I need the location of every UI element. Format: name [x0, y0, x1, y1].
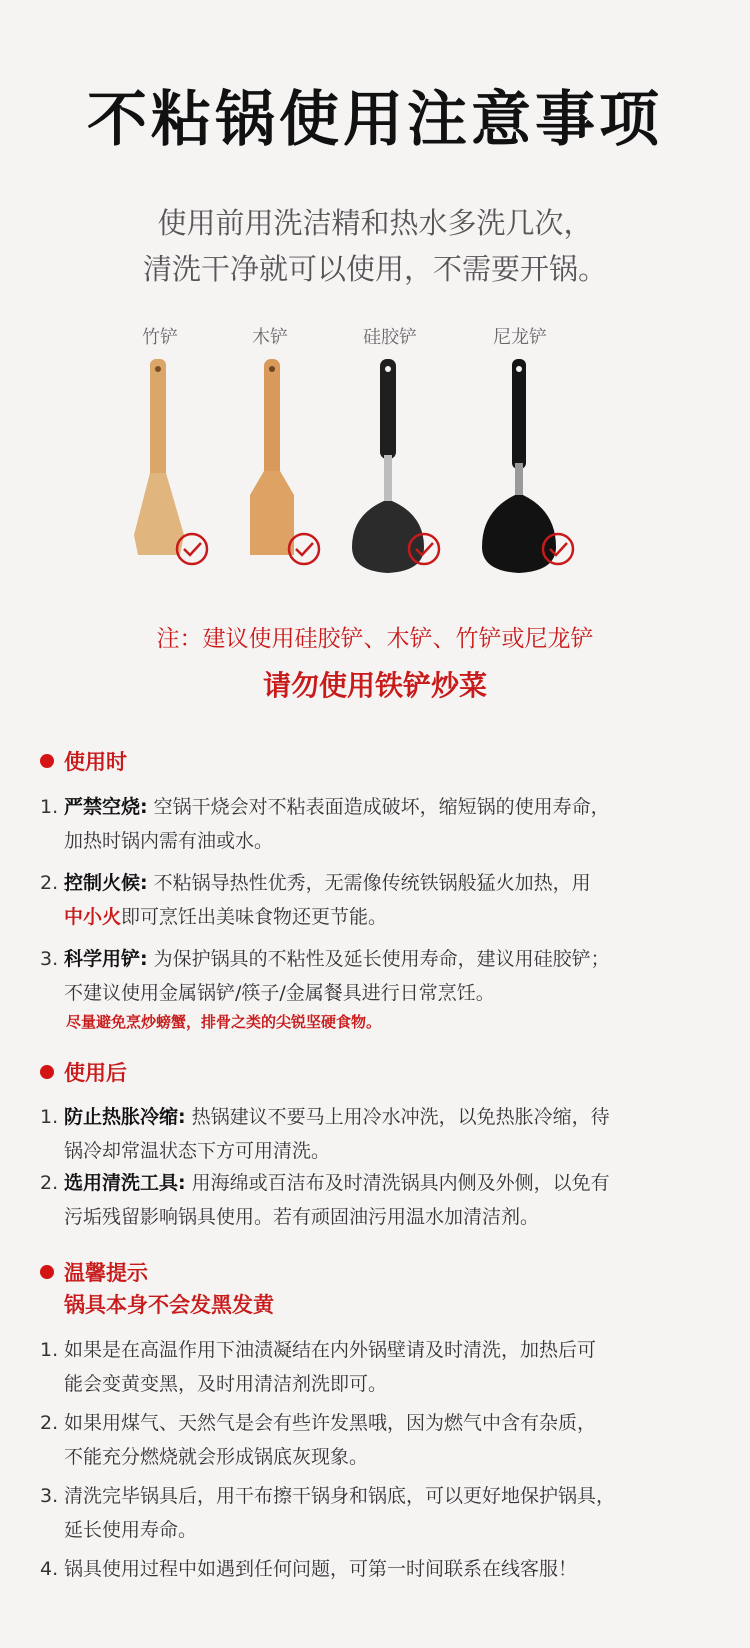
recommendation-note: 注：建议使用硅胶铲、木铲、竹铲或尼龙铲: [156, 626, 594, 652]
bullet-dot-icon: [40, 754, 54, 768]
list-item: [40, 1479, 720, 1547]
tips-subheading: 锅具本身不会发黑发黄: [64, 1293, 274, 1317]
bullet-dot-icon: [40, 1065, 54, 1079]
spatula-nylon: [460, 325, 580, 595]
item-number: 1.: [40, 1339, 59, 1361]
item-text-continued: 即可烹饪出美味食物还更节能。: [121, 906, 388, 928]
section-title: 使用时: [64, 750, 127, 774]
section-tips: [40, 1257, 148, 1287]
item-title: 严禁空烧:: [64, 796, 148, 818]
item-text: 空锅干烧会对不粘表面造成破坏，缩短锅的使用寿命，: [147, 796, 610, 818]
list-item: [40, 1552, 720, 1586]
item-text-continued: 污垢残留影响锅具使用。若有顽固油污用温水加清洁剂。: [64, 1206, 540, 1228]
item-title: 选用清洗工具:: [64, 1172, 186, 1194]
item-number: 1.: [40, 1106, 59, 1128]
item-number: 2.: [40, 1172, 59, 1194]
spatula-wood: [210, 325, 330, 595]
item-text-continued: 能会变黄变黑，及时用清洁剂洗即可。: [64, 1373, 388, 1395]
intro-text: [0, 200, 750, 292]
list-item: [40, 1100, 720, 1168]
nylon-spatula-image: [460, 355, 580, 595]
spatula-label: 尼龙铲: [493, 327, 547, 348]
item-text: 如果用煤气、天然气是会有些许发黑哦，因为燃气中含有杂质，: [64, 1412, 597, 1434]
list-item: [40, 1406, 720, 1474]
item-number: 3.: [40, 948, 59, 970]
item-text: 为保护锅具的不粘性及延长使用寿命，建议用硅胶铲；: [147, 948, 610, 970]
item-text-continued: 不建议使用金属锅铲/筷子/金属餐具进行日常烹饪。: [64, 982, 495, 1004]
list-item: [40, 942, 720, 1010]
intro-line-1: 使用前用洗洁精和热水多洗几次，: [157, 206, 593, 240]
item-number: 1.: [40, 796, 59, 818]
spatula-label: 木铲: [252, 327, 288, 348]
item-text: 锅具使用过程中如遇到任何问题，可第一时间联系在线客服！: [64, 1558, 578, 1580]
list-item: [40, 866, 720, 934]
spatula-bamboo: [100, 325, 220, 595]
section-title: 温馨提示: [64, 1261, 148, 1285]
item-number: 3.: [40, 1485, 59, 1507]
section-during: [40, 746, 127, 776]
list-item: [40, 790, 720, 858]
check-icon: [177, 534, 207, 564]
bullet-dot-icon: [40, 1265, 54, 1279]
spatula-row: [100, 325, 650, 595]
wood-spatula-image: [210, 355, 330, 595]
list-item: [40, 1333, 720, 1401]
caution-text: 尽量避免烹炒螃蟹，排骨之类的尖锐坚硬食物。: [66, 1013, 382, 1031]
item-title: 科学用铲:: [64, 948, 148, 970]
item-text-continued: 加热时锅内需有油或水。: [64, 830, 274, 852]
item-text-continued: 延长使用寿命。: [64, 1519, 198, 1541]
item-text-continued: 锅冷却常温状态下方可用清洗。: [64, 1140, 331, 1162]
spatula-label: 竹铲: [142, 327, 178, 348]
item-text: 如果是在高温作用下油渍凝结在内外锅壁请及时清洗，加热后可: [64, 1339, 597, 1361]
spatula-silicone: [330, 325, 450, 595]
warning-note: 请勿使用铁铲炒菜: [262, 669, 487, 702]
bamboo-spatula-image: [100, 355, 220, 595]
item-text: 热锅建议不要马上用冷水冲洗，以免热胀冷缩，待: [185, 1106, 610, 1128]
item-number: 2.: [40, 1412, 59, 1434]
item-number: 2.: [40, 872, 59, 894]
section-after: [40, 1057, 127, 1087]
item-text: 清洗完毕锅具后，用干布擦干锅身和锅底，可以更好地保护锅具，: [64, 1485, 616, 1507]
highlight-text: 中小火: [64, 906, 122, 928]
spatula-label: 硅胶铲: [363, 327, 417, 348]
page-title: 不粘锅使用注意事项: [87, 85, 663, 155]
item-text-continued: 不能充分燃烧就会形成锅底灰现象。: [64, 1446, 369, 1468]
item-title: 防止热胀冷缩:: [64, 1106, 186, 1128]
item-text: 不粘锅导热性优秀，无需像传统铁锅般猛火加热，用: [147, 872, 591, 894]
item-number: 4.: [40, 1558, 59, 1580]
silicone-spatula-image: [330, 355, 450, 595]
section-title: 使用后: [64, 1061, 127, 1085]
list-item: [40, 1166, 720, 1234]
intro-line-2: 清洗干净就可以使用，不需要开锅。: [142, 252, 607, 286]
item-text: 用海绵或百洁布及时清洗锅具内侧及外侧，以免有: [185, 1172, 610, 1194]
item-title: 控制火候:: [64, 872, 148, 894]
